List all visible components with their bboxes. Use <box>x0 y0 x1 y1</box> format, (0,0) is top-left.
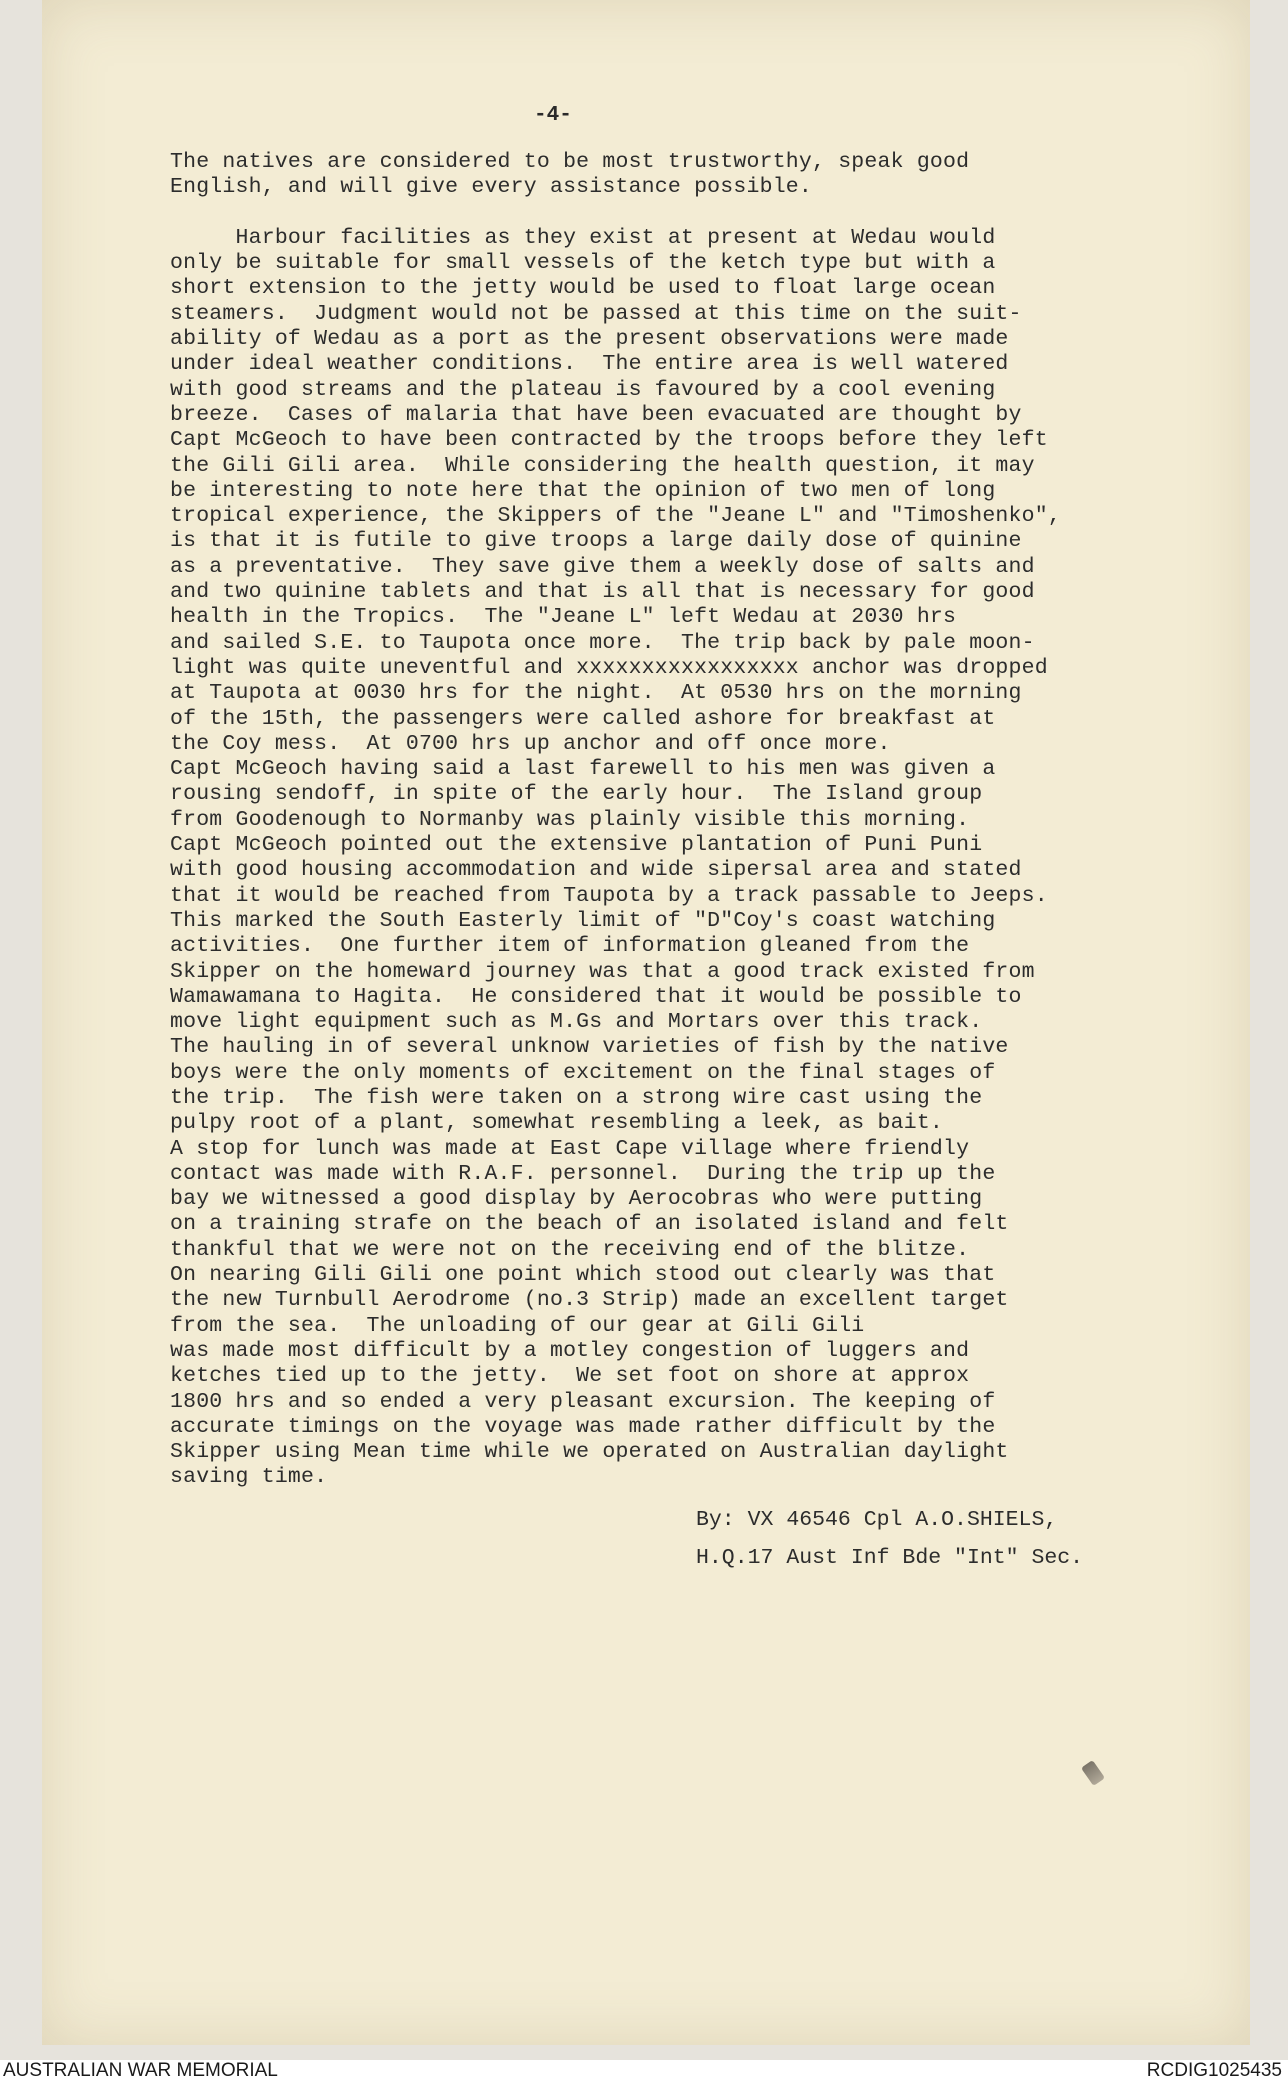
page-number: -4- <box>534 104 572 127</box>
archive-footer <box>0 2060 1288 2082</box>
archive-name: AUSTRALIAN WAR MEMORIAL <box>3 2060 278 2081</box>
body-text: The natives are considered to be most trustworthy, speak good English, and will give every assistance possible. Harbour facilities as they exist at present at Wedau would only be suitable for small vessels of the ketch type but with a short extension to the jetty would be used to float large ocean steamers. Judgment would not be passed at this time on the suit- ability of Wedau as a port as the present observations were made under ideal weather conditions. The entire area is well watered with good streams and the plateau is favoured by a cool evening breeze. Cases of malaria that have been evacuated are thought by Capt McGeoch to have been contracted by the troops before they left the Gili Gili area. While considering the health question, it may be interesting to note here that the opinion of two men of long tropical experience, the Skippers of the "Jeane L" and "Timoshenko", is that it is futile to give troops a large daily dose of quinine as a preventative. They save give them a weekly dose of salts and and two quinine tablets and that is all that is necessary for good health in the Tropics. The "Jeane L" left Wedau at 2030 hrs and sailed S.E. to Taupota once more. The trip back by pale moon- light was quite uneventful and xxxxxxxxxxxxxxxxx anchor was dropped at Taupota at 0030 hrs for the night. At 0530 hrs on the morning of the 15th, the passengers were called ashore for breakfast at the Coy mess. At 0700 hrs up anchor and off once more. Capt McGeoch having said a last farewell to his men was given a rousing sendoff, in spite of the early hour. The Island group from Goodenough to Normanby was plainly visible this morning. Capt McGeoch pointed out the extensive plantation of Puni Puni with good housing accommodation and wide sipersal area and stated that it would be reached from Taupota by a track passable to Jeeps. This marked the South Easterly limit of "D"Coy's coast watching activities. One further item of information gleaned from the Skipper on the homeward journey was that a good track existed from Wamawamana to Hagita. He considered that it would be possible to move light equipment such as M.Gs and Mortars over this track. The hauling in of several unknow varieties of fish by the native boys were the only moments of excitement on the final stages of the trip. The fish were taken on a strong wire cast using the pulpy root of a plant, somewhat resembling a leek, as bait. A stop for lunch was made at East Cape village where friendly contact was made with R.A.F. personnel. During the trip up the bay we witnessed a good display by Aerocobras who were putting on a training strafe on the beach of an isolated island and felt thankful that we were not on the receiving end of the blitze. On nearing Gili Gili one point which stood out clearly was that the new Turnbull Aerodrome (no.3 Strip) made an excellent target from the sea. The unloading of our gear at Gili Gili was made most difficult by a motley congestion of luggers and ketches tied up to the jetty. We set foot on shore at approx 1800 hrs and so ended a very pleasant excursion. The keeping of accurate timings on the voyage was made rather difficult by the Skipper using Mean time while we operated on Australian daylight saving time. <box>170 150 1061 1490</box>
signature-unit: H.Q.17 Aust Inf Bde "Int" Sec. <box>696 1546 1084 1570</box>
signature-author: By: VX 46546 Cpl A.O.SHIELS, <box>696 1508 1058 1532</box>
archive-id: RCDIG1025435 <box>1146 2060 1282 2081</box>
